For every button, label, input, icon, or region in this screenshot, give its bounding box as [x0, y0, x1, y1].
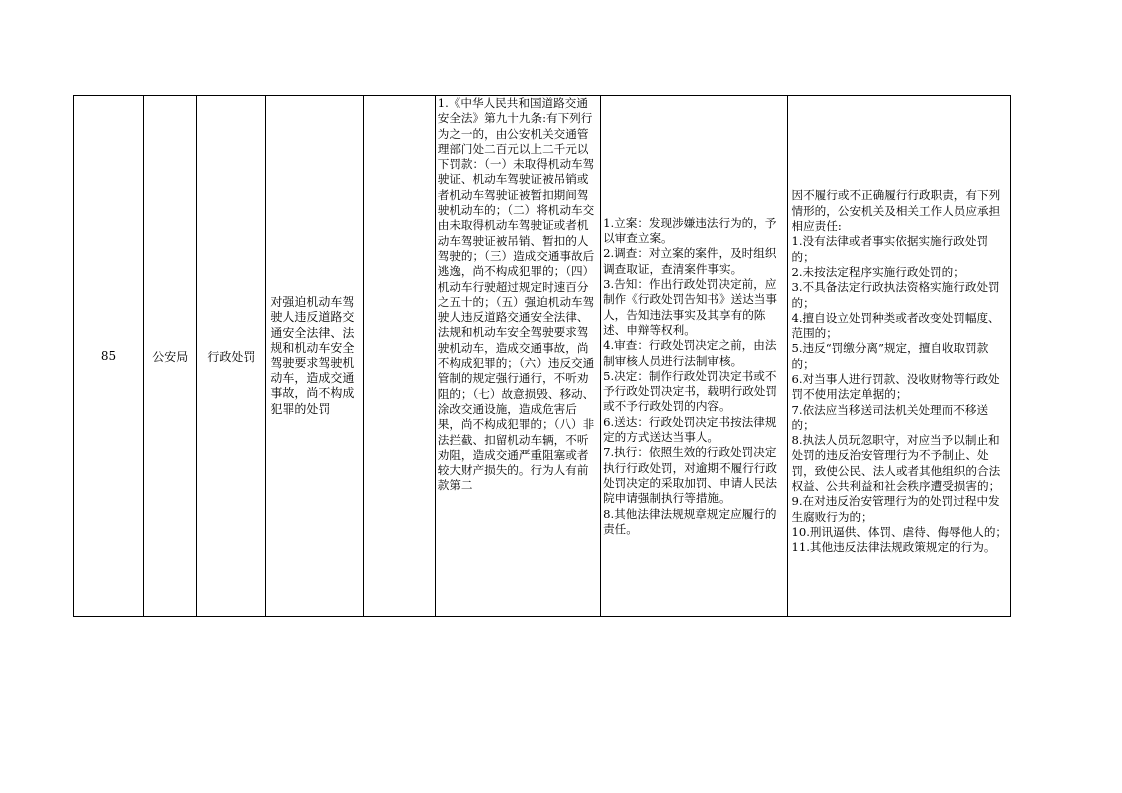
responsibility-cell: [788, 96, 1011, 617]
power-list-table: [73, 95, 1011, 617]
department: 公安局: [152, 349, 189, 364]
sub-item-cell: [363, 96, 435, 617]
procedure-cell: [601, 96, 788, 617]
item-name-cell: [266, 96, 363, 617]
legal-basis: 1.《中华人民共和国道路交通安全法》第九十九条:有下列行为之一的，由公安机关交通管理部门处二百元以上二千元以下罚款：（一）未取得机动车驾驶证、机动车驾驶证被吊销或者机动车驾驶证被暂扣期间驾驶机动车的；（二）将机动车交由未取得机动车驾驶证或者机动车驾驶证被吊销、暂扣的人驾驶的；（三）造成交通事故后逃逸，尚不构成犯罪的；（四）机动车行驶超过规定时速百分之五十的；（五）强迫机动车驾驶人违反道路交通安全法律、法规和机动车安全驾驶要求驾驶机动车，造成交通事故，尚不构成犯罪的；（六）违反交通管制的规定强行通行，不听劝阻的；（七）故意损毁、移动、涂改交通设施，造成危害后果，尚不构成犯罪的；（八）非法拦截、扣留机动车辆，不听劝阻，造成交通严重阻塞或者较大财产损失的。行为人有前款第二: [437, 96, 595, 493]
legal-basis-cell: [435, 96, 600, 617]
row-number: 85: [100, 349, 117, 363]
responsibility: 因不履行或不正确履行行政职责，有下列情形的，公安机关及相关工作人员应承担相应责任: 1.没有法律或者事实依据实施行政处罚的； 2.未按法定程序实施行政处罚的； 3.不具备法定行政执法资格实施行政处罚的； 4.擅自设立处罚种类或者改变处罚幅度、范围的； 5.违反“罚缴分离”规定，擅自收取罚款的； 6.对当事人进行罚款、没收财物等行政处罚不使用法定单据的； 7.依法应当移送司法机关处理而不移送的； 8.执法人员玩忽职守，对应当予以制止和处罚的违反治安管理行为不予制止、处罚，致使公民、法人或者其他组织的合法权益、公共利益和社会秩序遭受损害的； 9.在对违反治安管理行为的处罚过程中发生腐败行为的； 10.刑讯逼供、体罚、虐待、侮辱他人的； 11.其他违反法律法规政策规定的行为。: [791, 188, 1008, 555]
power-type-cell: [197, 96, 266, 617]
item-name: 对强迫机动车驾驶人违反道路交通安全法律、法规和机动车安全驾驶要求驾驶机动车，造成交通事故，尚不构成犯罪的处罚: [270, 295, 355, 416]
power-type: 行政处罚: [207, 349, 256, 364]
row-number-cell: [74, 96, 144, 617]
table-row: [74, 96, 1011, 617]
department-cell: [144, 96, 197, 617]
procedure: 1.立案：发现涉嫌违法行为的，予以审查立案。 2.调查：对立案的案件，及时组织调查取证，查清案件事实。 3.告知：作出行政处罚决定前，应制作《行政处罚告知书》送达当事人，告知违法事实及其享有的陈述、申辩等权利。 4.审查：行政处罚决定之前，由法制审核人员进行法制审核。 5.决定：制作行政处罚决定书或不予行政处罚决定书，载明行政处罚或不予行政处罚的内容。 6.送达：行政处罚决定书按法律规定的方式送达当事人。 7.执行：依照生效的行政处罚决定执行行政处罚，对逾期不履行行政处罚决定的采取加罚、申请人民法院申请强制执行等措施。 8.其他法律法规规章规定应履行的责任。: [603, 215, 777, 536]
